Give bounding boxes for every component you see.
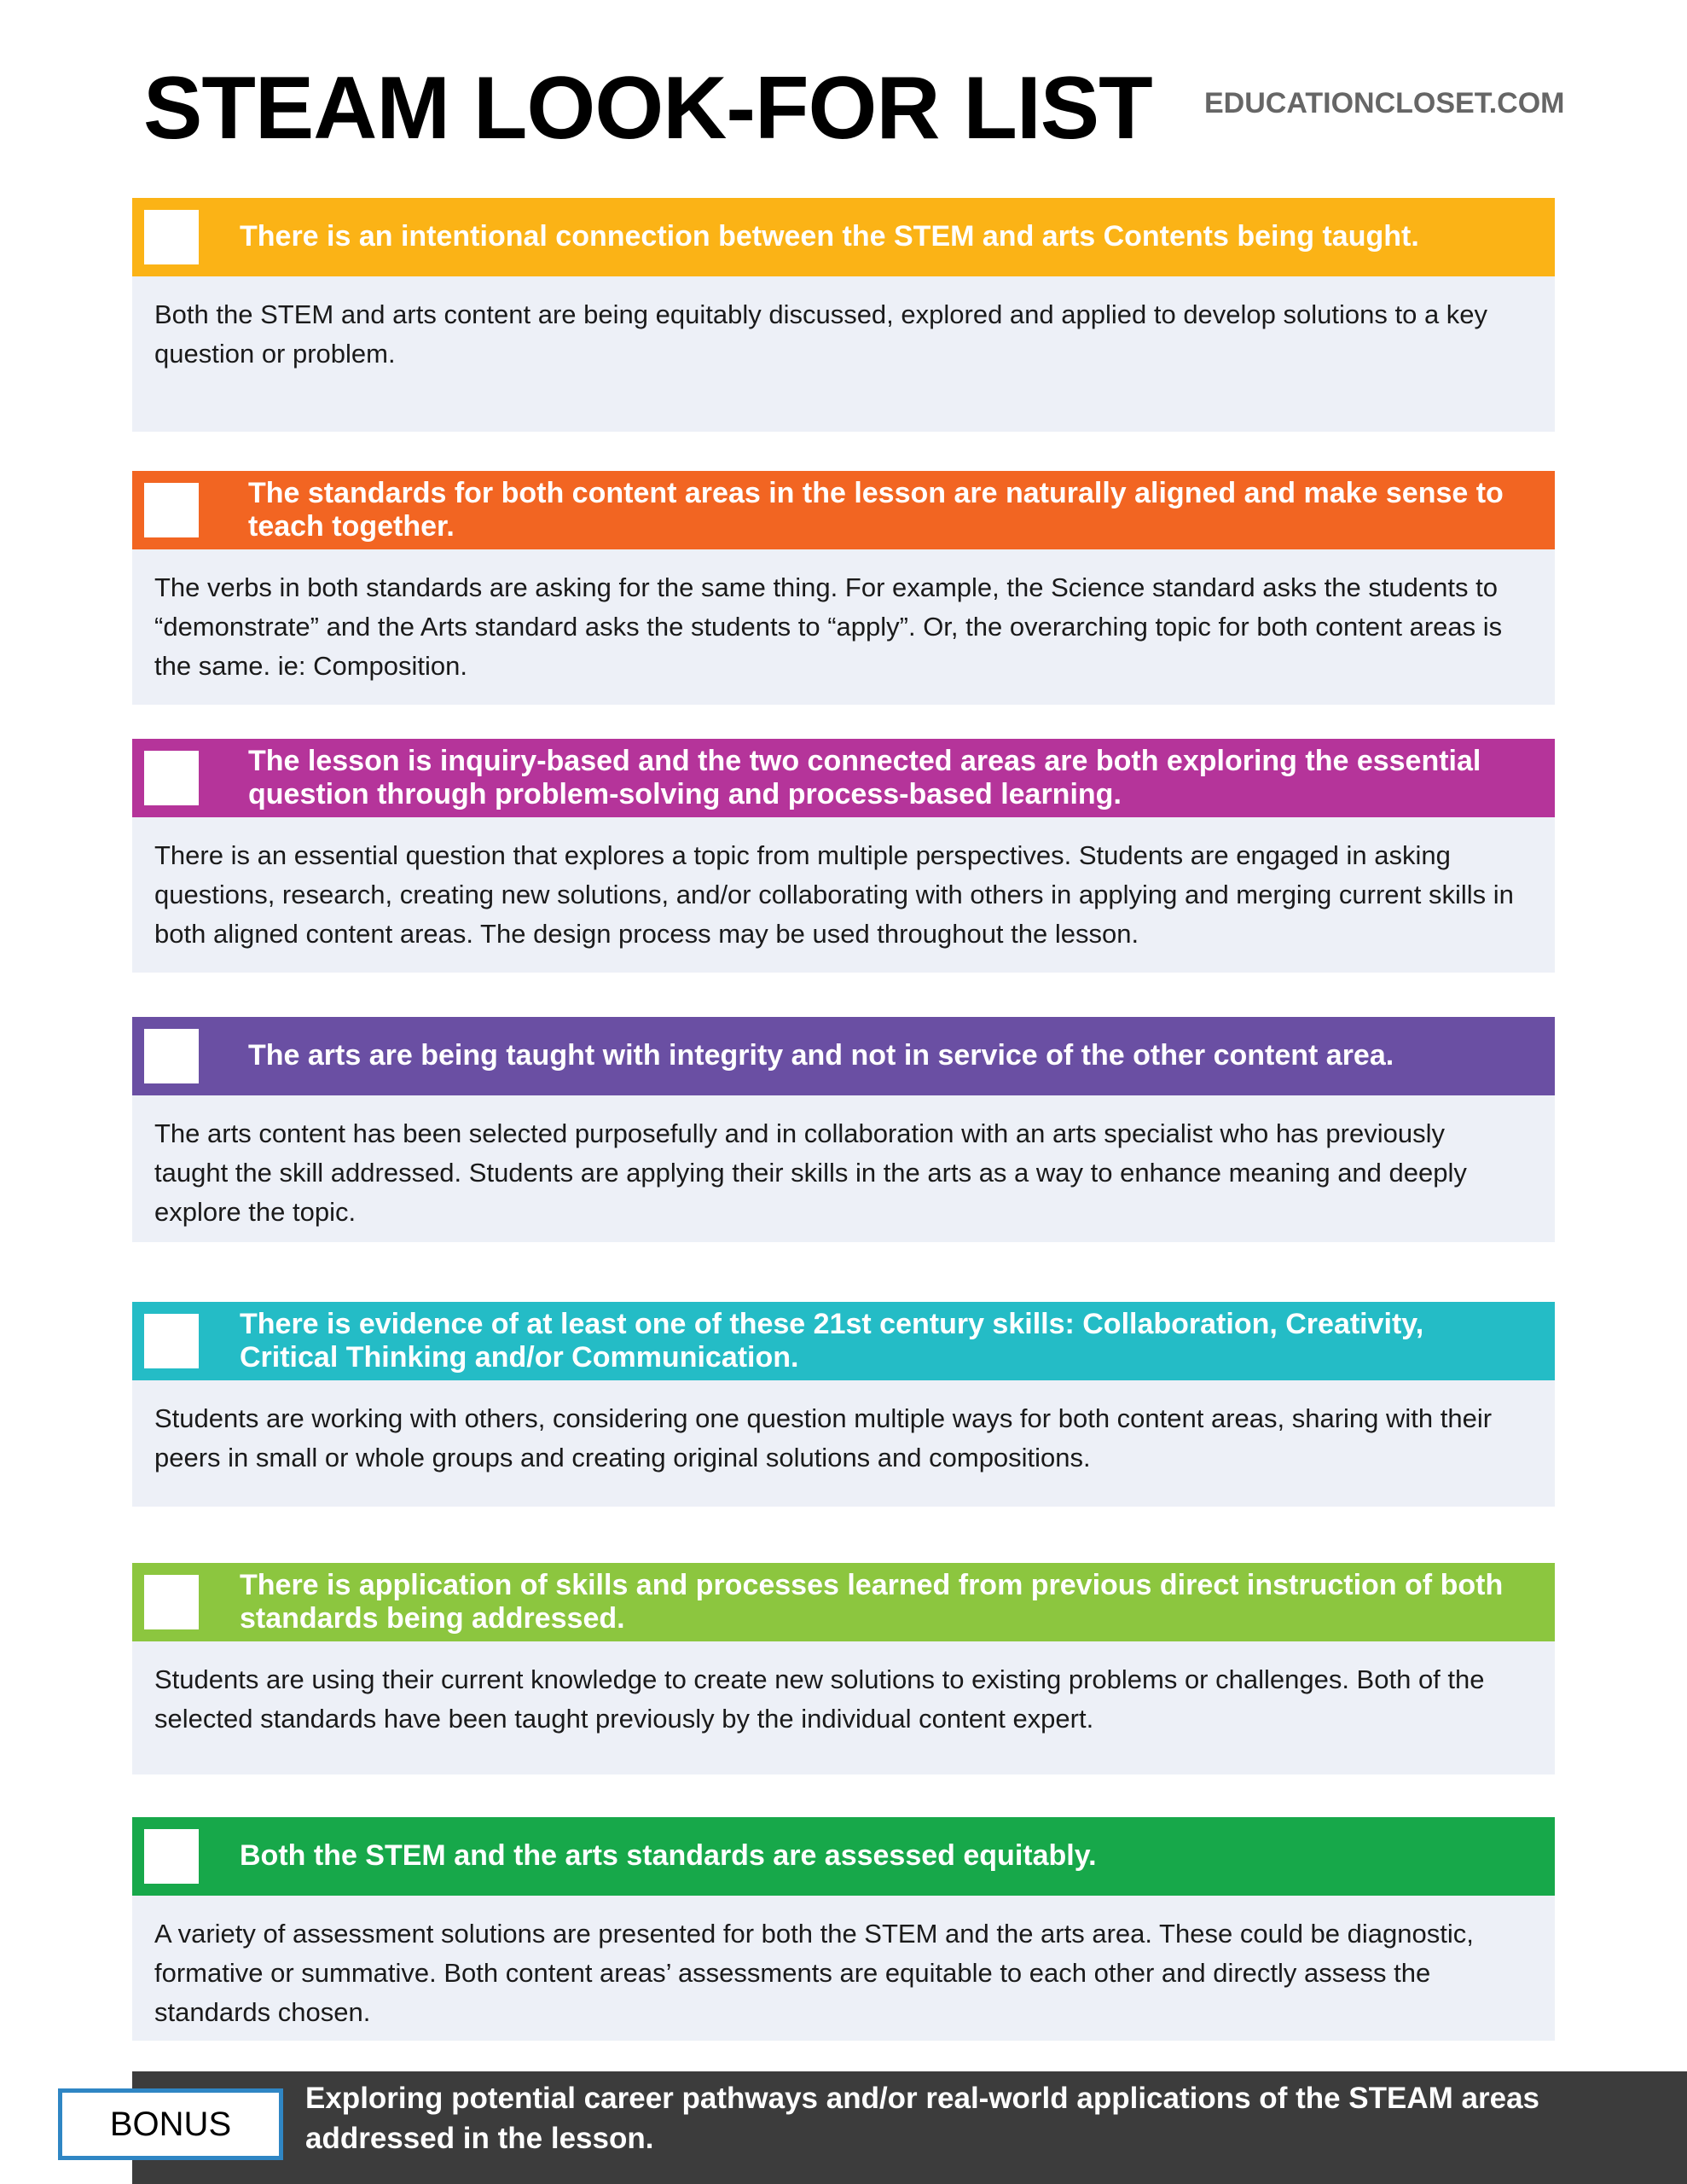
item-description: The verbs in both standards are asking for the same thing. For example, the Science standard asks the students to “demonstrate” and the Arts standard asks the students to “apply”. Or, the overarching topic for both content areas is the same. ie: Composition.: [132, 549, 1555, 705]
look-for-item: [132, 198, 1555, 432]
item-checkbox[interactable]: [144, 1314, 199, 1368]
item-checkbox[interactable]: [144, 1829, 199, 1884]
item-checkbox[interactable]: [144, 1575, 199, 1629]
item-heading: The standards for both content areas in the lesson are naturally aligned and make sense to teach together.: [248, 476, 1504, 543]
item-header: [132, 739, 1555, 817]
item-description: Students are using their current knowledge to create new solutions to existing problems or challenges. Both of the selected standards have been taught previously by the individual content expert.: [132, 1641, 1555, 1774]
item-heading: There is an intentional connection between the STEM and arts Contents being taught.: [240, 220, 1419, 253]
item-header: [132, 471, 1555, 549]
look-for-item: [132, 1563, 1555, 1774]
bonus-badge: BONUS: [58, 2088, 283, 2160]
bonus-text: Exploring potential career pathways and/or real-world applications of the STEAM areas addressed in the lesson.: [305, 2082, 1539, 2155]
item-header: [132, 1817, 1555, 1896]
look-for-item: [132, 1302, 1555, 1507]
item-heading: The lesson is inquiry-based and the two connected areas are both exploring the essential question through problem-solving and process-based learning.: [248, 744, 1481, 810]
item-heading: Both the STEM and the arts standards are assessed equitably.: [240, 1839, 1097, 1873]
item-checkbox[interactable]: [144, 483, 199, 537]
look-for-item: [132, 1017, 1555, 1242]
item-description: A variety of assessment solutions are presented for both the STEM and the arts area. These could be diagnostic, formative or summative. Both content areas’ assessments are equitable to each other and directly assess the standards chosen.: [132, 1896, 1555, 2041]
item-heading: There is application of skills and processes learned from previous direct instruction of both standards being addressed.: [240, 1568, 1504, 1635]
look-for-item: [132, 739, 1555, 973]
item-description: Students are working with others, considering one question multiple ways for both content areas, sharing with their peers in small or whole groups and creating original solutions and compositions.: [132, 1380, 1555, 1507]
item-description: Both the STEM and arts content are being equitably discussed, explored and applied to develop solutions to a key question or problem.: [132, 276, 1555, 432]
item-header: [132, 1563, 1555, 1641]
item-heading: The arts are being taught with integrity and not in service of the other content area.: [248, 1039, 1394, 1072]
look-for-item: [132, 1817, 1555, 2041]
page-title: STEAM LOOK-FOR LIST: [143, 59, 1152, 158]
item-description: The arts content has been selected purposefully and in collaboration with an arts specialist who has previously taught the skill addressed. Students are applying their skills in the arts as a way to enhance meaning and deeply explore the topic.: [132, 1095, 1555, 1242]
item-description: There is an essential question that explores a topic from multiple perspectives. Students are engaged in asking questions, research, creating new solutions, and/or collaborating with others in applying and merging current skills in both aligned content areas. The design process may be used throughout the lesson.: [132, 817, 1555, 973]
item-header: [132, 1017, 1555, 1095]
item-checkbox[interactable]: [144, 210, 199, 264]
item-heading: There is evidence of at least one of these 21st century skills: Collaboration, Creativity, Critical Thinking and/or Communication.: [240, 1307, 1424, 1374]
item-checkbox[interactable]: [144, 751, 199, 805]
look-for-item: [132, 471, 1555, 705]
item-header: [132, 1302, 1555, 1380]
item-header: [132, 198, 1555, 276]
item-checkbox[interactable]: [144, 1029, 199, 1083]
site-url: EDUCATIONCLOSET.COM: [1204, 87, 1565, 119]
